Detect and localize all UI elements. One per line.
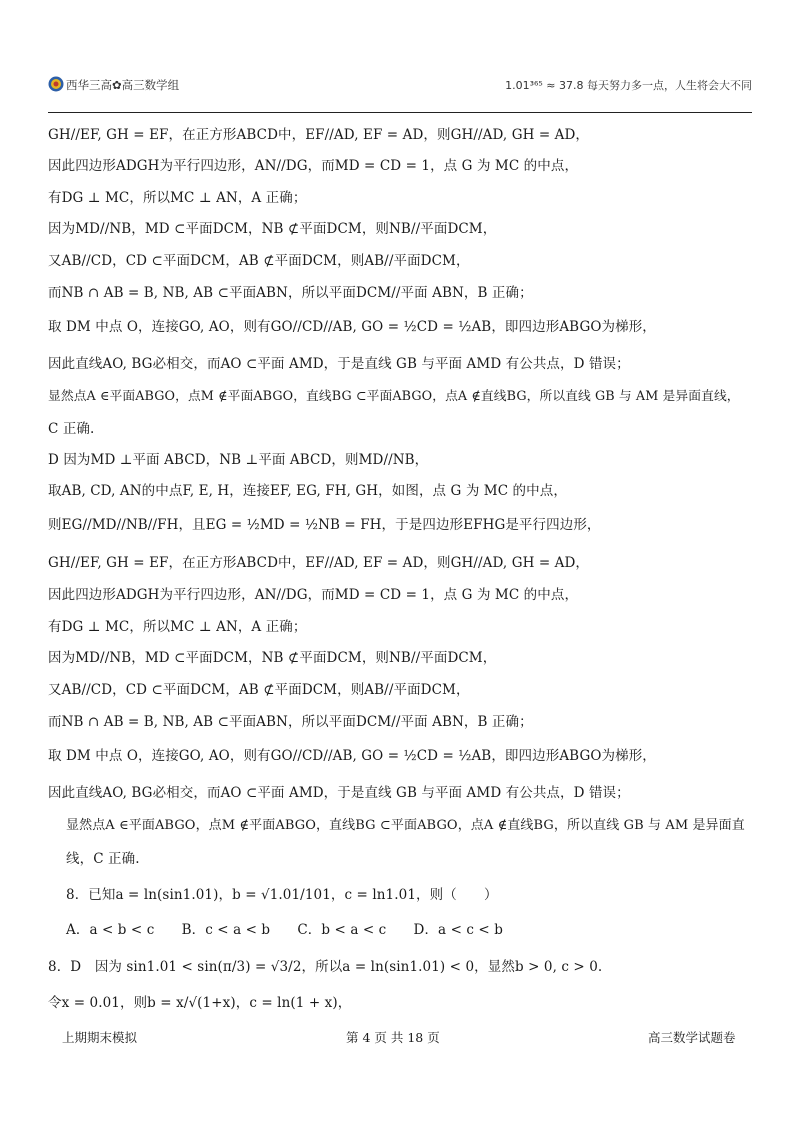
school-emblem-icon xyxy=(48,76,64,92)
text-line: 因此四边形ADGH为平行四边形，AN//DG，而MD = CD = 1，点 G 为 MC 的中点， xyxy=(48,158,579,174)
text-line: 取 DM 中点 O，连接GO, AO，则有GO//CD//AB, GO = ½CD = ½AB，即四边形ABGO为梯形， xyxy=(48,748,656,764)
footer-left: 上期期末模拟 xyxy=(62,1030,138,1045)
page-number: 第 4 页 共 18 页 xyxy=(346,1030,440,1045)
text-line: 因为MD//NB，MD ⊂平面DCM，NB ⊄平面DCM，则NB//平面DCM， xyxy=(48,221,497,237)
text-line: 显然点A ∈平面ABGO，点M ∉平面ABGO，直线BG ⊂平面ABGO，点A ∉直线BG，所以直线 GB 与 AM 是异面直线， xyxy=(48,389,740,404)
answer-line: 8．D 因为 sin1.01 < sin(π/3) = √3/2，所以a = ln(sin1.01) < 0，显然b > 0, c > 0. xyxy=(48,959,603,975)
answer-line: 令x = 0.01，则b = x/√(1+x)，c = ln(1 + x)， xyxy=(48,995,352,1011)
text-line-indented: 显然点A ∈平面ABGO，点M ∉平面ABGO，直线BG ⊂平面ABGO，点A ∉直线BG，所以直线 GB 与 AM 是异面直 xyxy=(66,818,745,833)
text-line: 而NB ∩ AB = B, NB, AB ⊂平面ABN，所以平面DCM//平面 ABN，B 正确； xyxy=(48,714,533,730)
question-stem: 8．已知a = ln(sin1.01)，b = √1.01/101，c = ln1.01，则（ ） xyxy=(66,887,498,903)
text-line: 因此直线AO, BG必相交，而AO ⊂平面 AMD，于是直线 GB 与平面 AMD 有公共点，D 错误； xyxy=(48,785,630,801)
text-line: 有DG ⊥ MC，所以MC ⊥ AN，A 正确； xyxy=(48,190,307,206)
text-line: 因为MD//NB，MD ⊂平面DCM，NB ⊄平面DCM，则NB//平面DCM， xyxy=(48,650,497,666)
text-line: 又AB//CD，CD ⊂平面DCM，AB ⊄平面DCM，则AB//平面DCM， xyxy=(48,682,470,698)
text-line-indented: 线，C 正确. xyxy=(66,851,140,867)
text-line: 因此四边形ADGH为平行四边形，AN//DG，而MD = CD = 1，点 G 为 MC 的中点， xyxy=(48,587,579,603)
text-line: 取 DM 中点 O，连接GO, AO，则有GO//CD//AB, GO = ½CD = ½AB，即四边形ABGO为梯形， xyxy=(48,319,656,335)
school-name: 西华三高✿高三数学组 xyxy=(66,78,180,92)
text-line: 又AB//CD，CD ⊂平面DCM，AB ⊄平面DCM，则AB//平面DCM， xyxy=(48,253,470,269)
text-line: 取AB, CD, AN的中点F, E, H，连接EF, EG, FH, GH，如图，点 G 为 MC 的中点， xyxy=(48,483,567,499)
header-divider xyxy=(48,112,752,113)
text-line: GH//EF, GH = EF，在正方形ABCD中，EF//AD, EF = AD，则GH//AD, GH = AD， xyxy=(48,127,590,143)
text-line: GH//EF, GH = EF，在正方形ABCD中，EF//AD, EF = AD，则GH//AD, GH = AD， xyxy=(48,555,590,571)
question-options: A．a < b < c B．c < a < b C．b < a < c D．a < c < b xyxy=(66,922,503,938)
text-line: 因此直线AO, BG必相交，而AO ⊂平面 AMD，于是直线 GB 与平面 AMD 有公共点，D 错误； xyxy=(48,356,630,372)
text-line: C 正确. xyxy=(48,421,95,437)
footer-right: 高三数学试题卷 xyxy=(648,1030,736,1045)
motto: 1.01³⁶⁵ ≈ 37.8 每天努力多一点，人生将会大不同 xyxy=(505,79,752,92)
text-line: 而NB ∩ AB = B, NB, AB ⊂平面ABN，所以平面DCM//平面 ABN，B 正确； xyxy=(48,285,533,301)
text-line: 则EG//MD//NB//FH，且EG = ½MD = ½NB = FH，于是四边形EFHG是平行四边形， xyxy=(48,517,601,533)
text-line: D 因为MD ⊥平面 ABCD，NB ⊥平面 ABCD，则MD//NB， xyxy=(48,452,429,468)
text-line: 有DG ⊥ MC，所以MC ⊥ AN，A 正确； xyxy=(48,619,307,635)
page-header xyxy=(48,76,752,98)
